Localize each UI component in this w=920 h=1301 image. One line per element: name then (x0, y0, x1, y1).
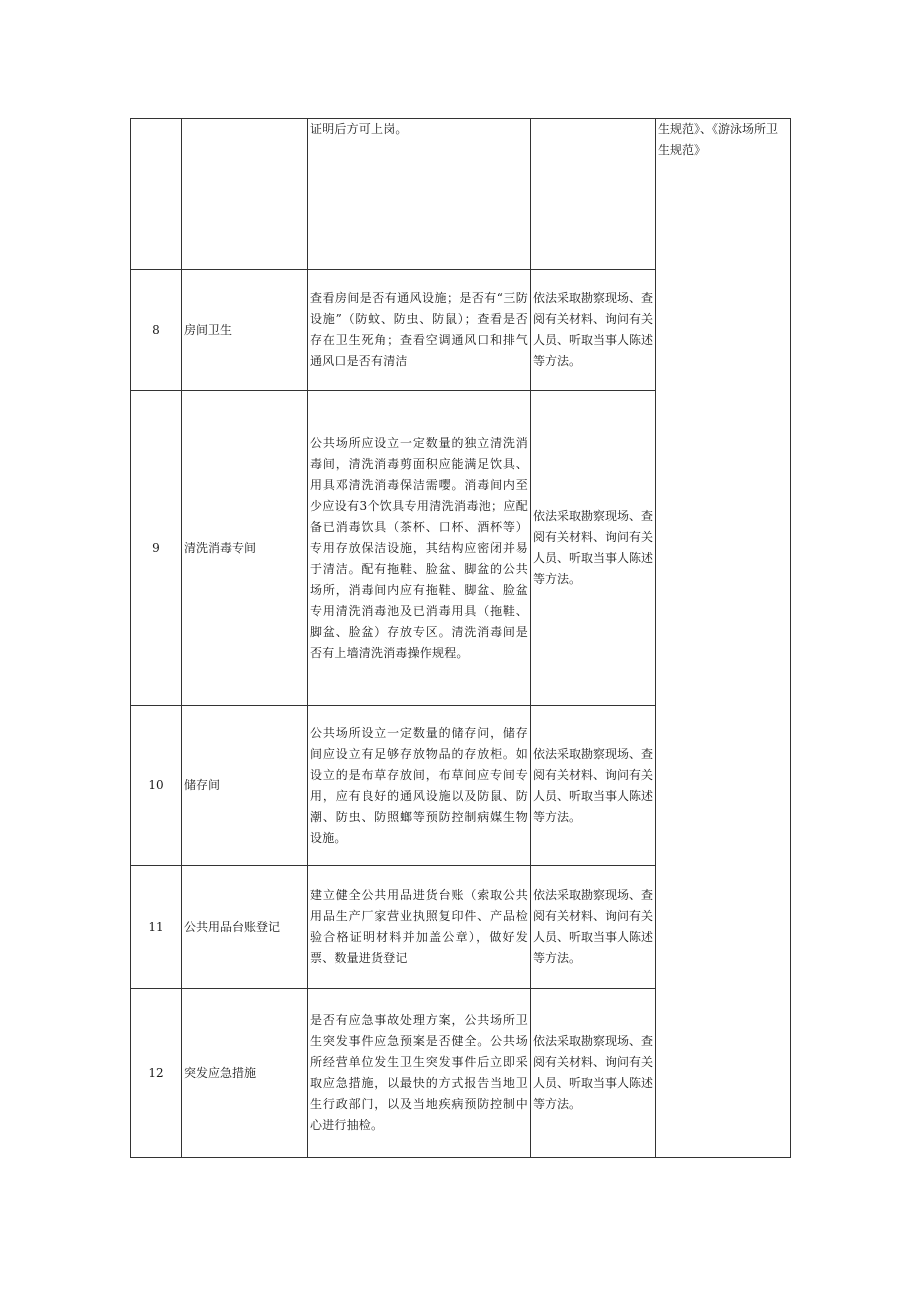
row-content: 是否有应急事故处理方案，公共场所卫生突发事件应急预案是否健全。公共场所经营单位发生卫生突发事件后立即采取应急措施，以最快的方式报告当地卫生行政部门，以及当地疾病预防控制中心进行抽检。 (308, 989, 531, 1158)
row-content: 查看房间是否有通风设施；是否有“三防设施”（防蚊、防虫、防鼠）；查看是否存在卫生死角；查看空调通风口和排气通风口是否有清洁 (308, 270, 531, 391)
row-item: 公共用品台账登记 (182, 866, 308, 989)
row-number: 9 (131, 391, 182, 706)
row-content: 建立健全公共用品进货台账（索取公共用品生产厂家营业执照复印件、产品检验合格证明材料并加盖公章），做好发票、数量进货登记 (308, 866, 531, 989)
row-item: 房间卫生 (182, 270, 308, 391)
row-item: 突发应急措施 (182, 989, 308, 1158)
row-method: 依法采取勘察现场、查阅有关材料、询问有关人员、听取当事人陈述等方法。 (531, 866, 656, 989)
row-method: 依法采取勘察现场、查阅有关材料、询问有关人员、听取当事人陈述等方法。 (531, 706, 656, 866)
row-method: 依法采取勘察现场、查阅有关材料、询问有关人员、听取当事人陈述等方法。 (531, 270, 656, 391)
row-number (131, 119, 182, 270)
row-item: 储存间 (182, 706, 308, 866)
row-content: 公共场所设立一定数量的储存问，储存间应设立有足够存放物品的存放柜。如设立的是布草存放间，布草间应专间专用，应有良好的通风设施以及防鼠、防潮、防虫、防照螂等预防控制病媒生物设施。 (308, 706, 531, 866)
row-content: 证明后方可上岗。 (308, 119, 531, 270)
row-number: 12 (131, 989, 182, 1158)
row-method: 依法采取勘察现场、查阅有关材料、询问有关人员、听取当事人陈述等方法。 (531, 989, 656, 1158)
basis-cell: 生规范》、《游泳场所卫生规范》 (656, 119, 791, 1158)
inspection-table (130, 118, 791, 1158)
table-row (131, 119, 791, 270)
row-item (182, 119, 308, 270)
row-content: 公共场所应设立一定数量的独立清洗消毒间，清洗消毒剪面积应能满足饮具、用具邓清洗消毒保洁需嘤。消毒间内至少应设有3个饮具专用清洗消毒池；应配备已消毒饮具（茶杯、口杯、酒杯等）专用存放保洁设施，其结构应密闭并易于清洁。配有拖鞋、脸盆、脚盆的公共场所，消毒间内应有拖鞋、脚盆、脸盆专用清洗消毒池及已消毒用具（拖鞋、脚盆、脸盆）存放专区。清洗消毒间是否有上墙清洗消毒操作规程。 (308, 391, 531, 706)
row-number: 11 (131, 866, 182, 989)
row-item: 清洗消毒专间 (182, 391, 308, 706)
row-method (531, 119, 656, 270)
row-number: 10 (131, 706, 182, 866)
row-number: 8 (131, 270, 182, 391)
row-method: 依法采取勘察现场、查阅有关材料、询问有关人员、听取当事人陈述等方法。 (531, 391, 656, 706)
